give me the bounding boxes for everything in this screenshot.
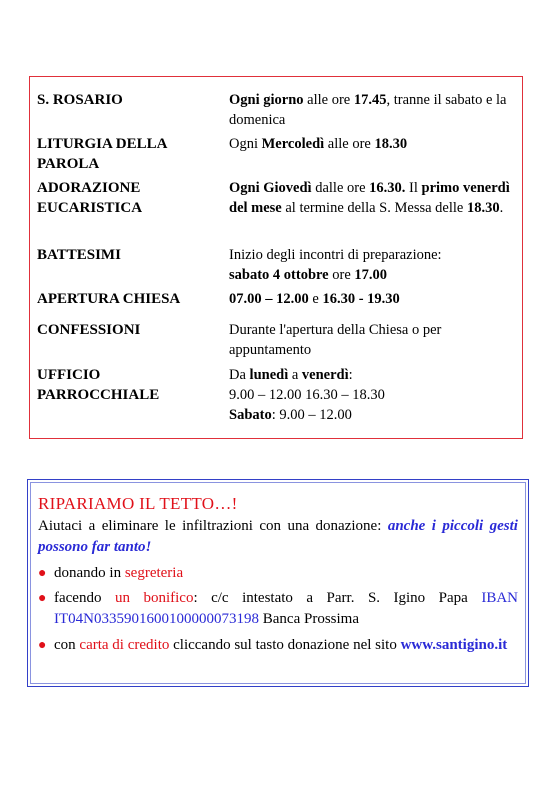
- donation-bullet-segreteria: ● donando in segreteria: [54, 563, 518, 584]
- donation-bullet-carta: ● con carta di credito cliccando sul tasto donazione nel sito www.santigino.it: [54, 635, 518, 656]
- adorazione-value: Ogni Giovedì dalle ore 16.30. Il primo venerdì del mese al termine della S. Messa delle 18.30.: [229, 180, 510, 216]
- donation-box: [27, 479, 529, 687]
- rosario-label: S. ROSARIO: [37, 92, 123, 108]
- bullet-icon: ●: [38, 591, 47, 606]
- apertura-value: 07.00 – 12.00 e 16.30 - 19.30: [229, 291, 400, 307]
- adorazione-label: ADORAZIONE EUCARISTICA: [37, 180, 143, 216]
- donation-title: RIPARIAMO IL TETTO…!: [38, 494, 238, 513]
- confessioni-label: CONFESSIONI: [37, 322, 141, 338]
- apertura-label: APERTURA CHIESA: [37, 291, 181, 307]
- donation-intro: Aiutaci a eliminare le infiltrazioni con una donazione: anche i piccoli gesti possono far tanto!: [38, 518, 518, 555]
- bullet-icon: ●: [38, 638, 47, 653]
- liturgia-value: Ogni Mercoledì alle ore 18.30: [229, 136, 408, 152]
- battesimi-value: Inizio degli incontri di preparazione: sabato 4 ottobre ore 17.00: [229, 247, 442, 283]
- ufficio-value: Da lunedì a venerdì: 9.00 – 12.00 16.30 – 18.30 Sabato: 9.00 – 12.00: [229, 367, 385, 423]
- rosario-value: Ogni giorno alle ore 17.45, tranne il sabato e la domenica: [229, 92, 507, 128]
- site-link[interactable]: www.santigino.it: [400, 637, 508, 653]
- donation-bullet-bonifico: ● facendo un bonifico: c/c intestato a Parr. S. Igino Papa IBAN IT04N0335901600100000073198 Banca Prossima: [38, 590, 518, 627]
- bullet-icon: ●: [38, 566, 47, 581]
- battesimi-label: BATTESIMI: [37, 247, 121, 263]
- ufficio-label: UFFICIO PARROCCHIALE: [37, 367, 160, 403]
- liturgia-label: LITURGIA DELLA PAROLA: [37, 136, 167, 172]
- schedule-box: [29, 76, 523, 439]
- confessioni-value: Durante l'apertura della Chiesa o per appuntamento: [229, 322, 442, 358]
